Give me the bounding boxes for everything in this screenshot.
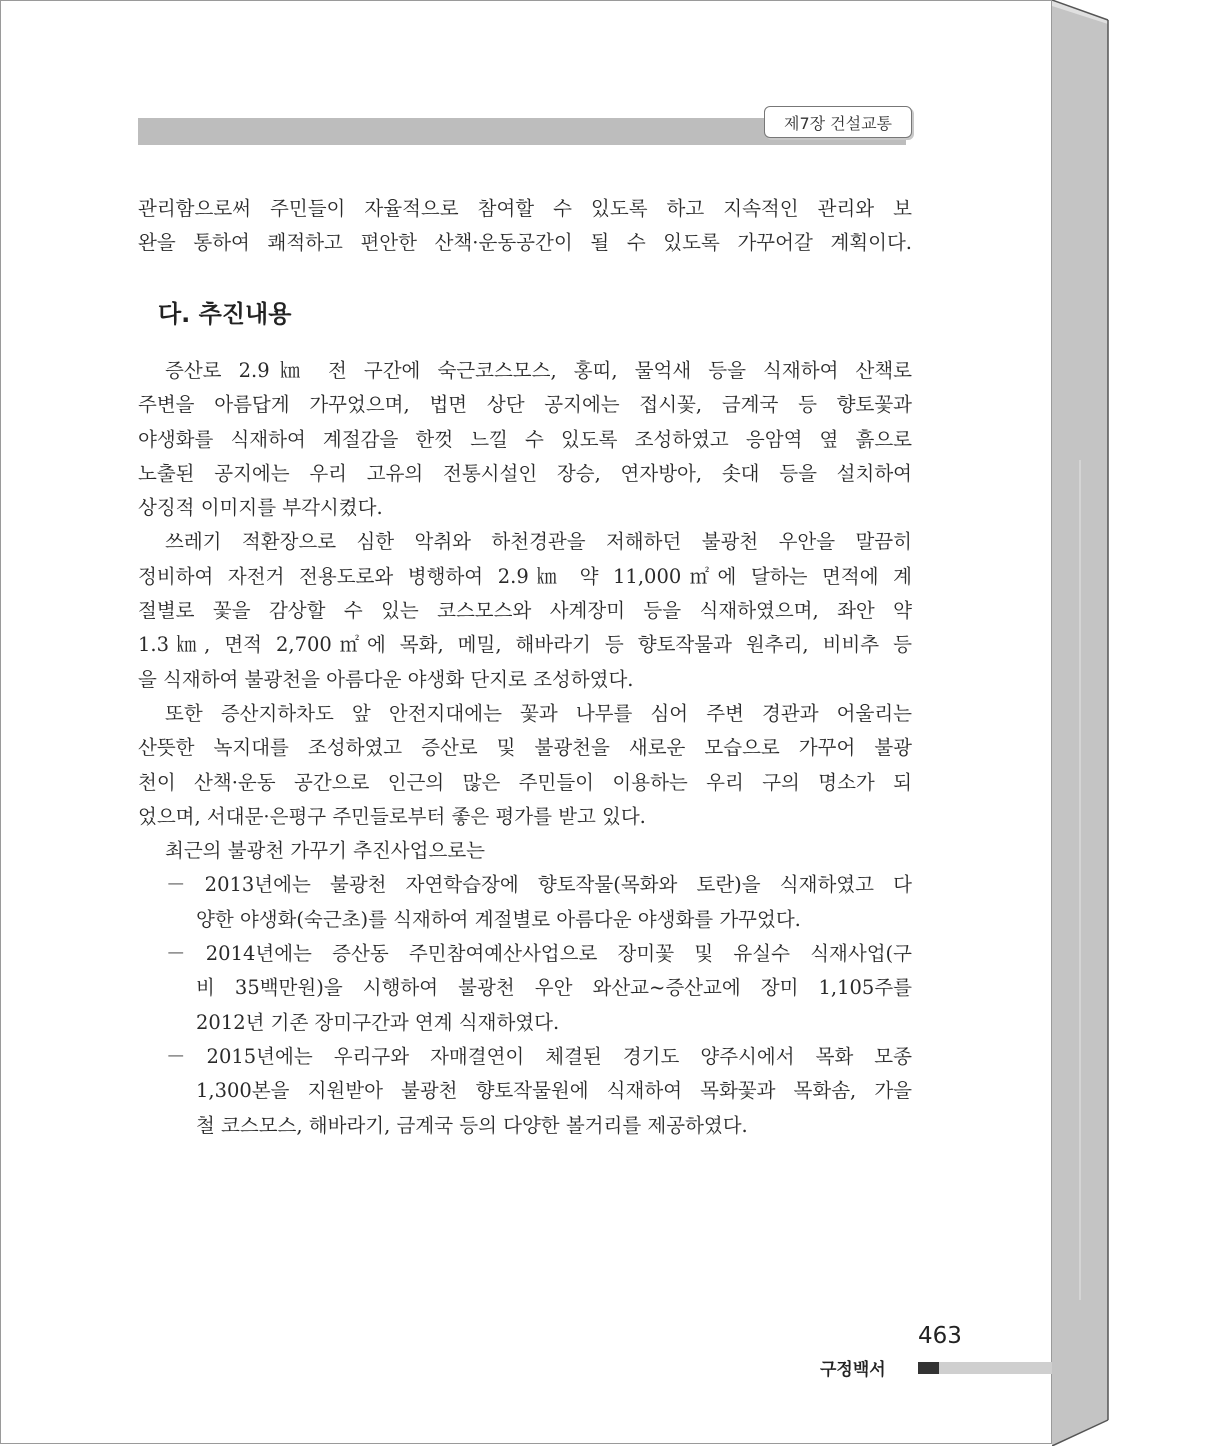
text-line: 철 코스모스, 해바라기, 금계국 등의 다양한 볼거리를 제공하였다.: [196, 1113, 748, 1137]
text-line: 상징적 이미지를 부각시켰다.: [138, 496, 383, 520]
text-line: 을 식재하여 불광천을 아름다운 야생화 단지로 조성하였다.: [138, 667, 634, 691]
section-title: 다. 추진내용: [158, 300, 292, 328]
text-line: 2012년 기존 장미구간과 연계 식재하였다.: [196, 1010, 560, 1034]
text-line: 완을 통하여 쾌적하고 편안한 산책·운동공간이 될 수 있도록 가꾸어갈 계획이다.: [138, 231, 912, 255]
page-number: 463: [918, 1323, 962, 1349]
text-line: 천이 산책·운동 공간으로 인근의 많은 주민들이 이용하는 우리 구의 명소가 되: [138, 770, 912, 794]
text-line: 노출된 공지에는 우리 고유의 전통시설인 장승, 연자방아, 솟대 등을 설치하여: [138, 461, 912, 485]
intro-paragraph: [138, 192, 912, 261]
text-line: 주변을 아름답게 가꾸었으며, 법면 상단 공지에는 접시꽃, 금계국 등 향토꽃과: [138, 393, 912, 417]
text-line: 양한 야생화(숙근초)를 식재하여 계절별로 아름다운 야생화를 가꾸었다.: [196, 907, 801, 931]
text-line: 또한 증산지하차도 앞 안전지대에는 꽃과 나무를 심어 주변 경관과 어울리는: [165, 701, 912, 725]
text-line: 절별로 꽃을 감상할 수 있는 코스모스와 사계장미 등을 식재하였으며, 좌안 약: [138, 599, 912, 623]
bullet-item-line: － 2013년에는 불광천 자연학습장에 향토작물(목화와 토란)을 식재하였고 다: [166, 873, 912, 897]
book-title: 구정백서: [820, 1360, 886, 1380]
text-line: 관리함으로써 주민들이 자율적으로 참여할 수 있도록 하고 지속적인 관리와 보: [138, 197, 912, 220]
text-line: 었으며, 서대문·은평구 주민들로부터 좋은 평가를 받고 있다.: [138, 804, 646, 828]
bullet-item-line: － 2015년에는 우리구와 자매결연이 체결된 경기도 양주시에서 목화 모종: [166, 1044, 912, 1068]
book-page-edges: [1052, 0, 1110, 1446]
bullet-item-line: － 2014년에는 증산동 주민참여예산사업으로 장미꽃 및 유실수 식재사업(구: [166, 942, 912, 966]
text-line: 쓰레기 적환장으로 심한 악취와 하천경관을 저해하던 불광천 우안을 말끔히: [165, 530, 912, 554]
footer-bar-accent: [918, 1362, 939, 1374]
body-text: [138, 354, 912, 1143]
text-line: 증산로 2.9㎞ 전 구간에 숙근코스모스, 홍띠, 물억새 등을 식재하여 산책로: [165, 359, 912, 382]
text-line: 야생화를 식재하여 계절감을 한껏 느낄 수 있도록 조성하였고 응암역 옆 흙으로: [138, 427, 912, 451]
text-line: 정비하여 자전거 전용도로와 병행하여 2.9㎞ 약 11,000㎡에 달하는 면적에 계: [138, 564, 912, 588]
text-line: 비 35백만원)을 시행하여 불광천 우안 와산교~증산교에 장미 1,105주를: [196, 976, 912, 1000]
text-line: 최근의 불광천 가꾸기 추진사업으로는: [165, 839, 485, 863]
chapter-tab: 제7장 건설교통: [764, 106, 912, 138]
text-line: 1.3㎞, 면적 2,700㎡에 목화, 메밀, 해바라기 등 향토작물과 원추리, 비비추 등: [138, 633, 912, 657]
text-line: 산뜻한 녹지대를 조성하였고 증산로 및 불광천을 새로운 모습으로 가꾸어 불광: [138, 736, 912, 760]
text-line: 1,300본을 지원받아 불광천 향토작물원에 식재하여 목화꽃과 목화솜, 가을: [196, 1079, 912, 1103]
